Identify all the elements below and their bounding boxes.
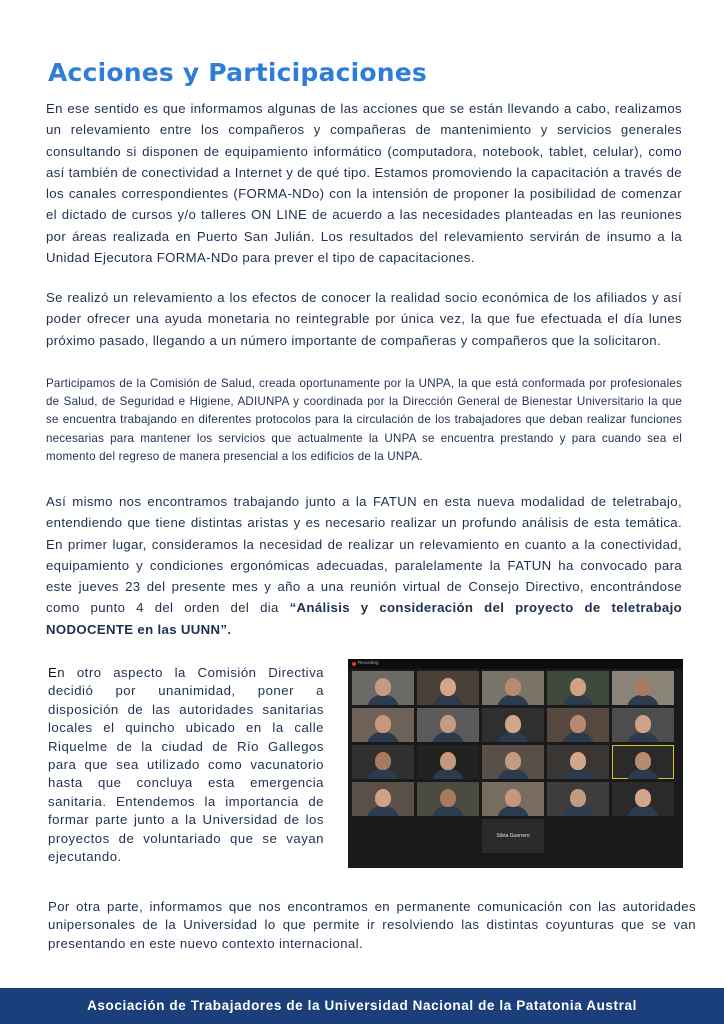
participant-face	[635, 789, 651, 807]
page-title: Acciones y Participaciones	[48, 58, 427, 87]
participant-face	[505, 678, 521, 696]
participant-video-tile	[482, 671, 544, 705]
participant-video-tile	[612, 745, 674, 779]
participant-face	[375, 789, 391, 807]
participant-face	[505, 715, 521, 733]
participant-video-tile	[352, 745, 414, 779]
call-app-label: Recording	[358, 660, 379, 665]
paragraph-quincho-text: n otro aspecto la Comisión Directiva decidió por unanimidad, poner a disposición de las autoridades sanitarias locales el quincho ubicado en la calle Riquelme de la ciudad de Río Gallegos para que sea utilizado como vacunatorio hasta que concluya esta emergencia sanitaria. Entendemos la importancia de formar parte junto a la Universidad de los proyectos de voluntariado que se vayan ejecutando.	[48, 665, 324, 865]
paragraph-fatun-text: Así mismo nos encontramos trabajando junto a la FATUN en esta nueva modalidad de teletrabajo, entendiendo que tiene distintas aristas y es necesario realizar un profundo análisis de esta temática. En primer lugar, consideramos la necesidad de realizar un relevamiento en cuanto a la conectividad, equipamiento y condiciones ergonómicas adecuadas, paralelamente la FATUN ha convocado para este jueves 23 del presente mes y año a una reunión virtual de Consejo Directivo, encontrándose como punto 4 del orden del dia	[46, 494, 682, 616]
participant-video-tile	[352, 782, 414, 816]
participant-face	[505, 752, 521, 770]
call-top-bar	[348, 659, 683, 669]
participant-face	[375, 678, 391, 696]
paragraph-fatun-bold: “Análisis y consideración del proyecto de teletrabajo NODOCENTE en las UUNN”.	[46, 600, 682, 637]
participant-body	[627, 769, 659, 779]
participant-body	[367, 732, 399, 742]
participant-face	[375, 715, 391, 733]
participant-body	[497, 732, 529, 742]
participant-face	[635, 752, 651, 770]
participant-video-tile	[417, 745, 479, 779]
drop-letter: E	[48, 665, 58, 680]
footer-bar	[0, 988, 724, 1024]
video-call-screenshot	[348, 659, 683, 868]
participant-video-tile	[547, 745, 609, 779]
participant-name: Silvia Guerrero	[496, 833, 530, 839]
participant-body	[497, 806, 529, 816]
paragraph-survey: Se realizó un relevamiento a los efectos de conocer la realidad socio económica de los afiliados y así poder ofrecer una ayuda monetaria no reintegrable por única vez, la que fue efectuada el día lunes próximo pasado, llegando a un número importante de compañeras y compañeros que la solicitaron.	[46, 290, 682, 348]
participant-name-tile	[482, 819, 544, 853]
participant-body	[367, 769, 399, 779]
paragraph-quincho	[48, 664, 324, 866]
participant-body	[497, 769, 529, 779]
participant-face	[375, 752, 391, 770]
participant-face	[440, 789, 456, 807]
paragraph-health-commission: Participamos de la Comisión de Salud, creada oportunamente por la UNPA, la que está conformada por profesionales de Salud, de Seguridad e Higiene, ADIUNPA y coordinada por la Dirección General de Bienestar Universitario la que se encuentra trabajando en diferentes protocolos para la circulación de los trabajadores que deban realizar funciones necesarias para mantener los servicios que actualmente la UNPA se encuentra prestando y para cuando sea el momento del regreso de manera presencial a los edificios de la UNPA.	[46, 377, 682, 463]
participant-video-tile	[547, 782, 609, 816]
participant-face	[505, 789, 521, 807]
paragraph-communication: Por otra parte, informamos que nos encontramos en permanente comunicación con las autoridades unipersonales de la Universidad lo que permite ir resolviendo las distintas coyunturas que se van presentando en este nuevo contexto internacional.	[48, 899, 696, 951]
participant-video-tile	[482, 745, 544, 779]
participant-body	[627, 695, 659, 705]
participant-face	[570, 715, 586, 733]
paragraph-actions: En ese sentido es que informamos algunas de las acciones que se están llevando a cabo, realizamos un relevamiento entre los compañeros y compañeras de mantenimiento y servicios generales consultando si disponen de equipamiento informático (computadora, notebook, tablet, celular), como así también de conectividad a Internet y de qué tipo. Estamos promoviendo la capacitación a través de los canales correspondientes (FORMA-NDo) con la intensión de proponer la posibilidad de comenzar el dictado de cursos y/o talleres ON LINE de acuerdo a las necesidades planteadas en las reuniones por áreas realizada en Puerto San Julián. Los resultados del relevamiento servirán de insumo a la Unidad Ejecutora FORMA-NDo para prever el tipo de capacitaciones.	[46, 101, 682, 266]
participant-video-tile	[417, 671, 479, 705]
participant-body	[562, 806, 594, 816]
participant-face	[635, 715, 651, 733]
participant-body	[562, 732, 594, 742]
paragraph-fatun	[46, 491, 682, 640]
participant-video-tile	[352, 671, 414, 705]
participant-video-tile	[612, 671, 674, 705]
participant-video-tile	[612, 708, 674, 742]
participant-video-tile	[352, 708, 414, 742]
participant-body	[562, 769, 594, 779]
participant-video-tile	[482, 782, 544, 816]
participant-face	[440, 715, 456, 733]
participant-body	[432, 695, 464, 705]
participant-body	[367, 695, 399, 705]
participant-video-tile	[612, 782, 674, 816]
participant-face	[570, 752, 586, 770]
participant-body	[497, 695, 529, 705]
participant-face	[570, 789, 586, 807]
participant-face	[440, 678, 456, 696]
participant-video-tile	[417, 782, 479, 816]
participant-body	[367, 806, 399, 816]
footer-text: Asociación de Trabajadores de la Universidad Nacional de la Patatonia Austral	[87, 998, 637, 1013]
participant-body	[562, 695, 594, 705]
participant-video-tile	[417, 708, 479, 742]
participant-video-tile	[482, 708, 544, 742]
participant-body	[432, 732, 464, 742]
participant-body	[627, 732, 659, 742]
participant-body	[627, 806, 659, 816]
participant-face	[635, 678, 651, 696]
participant-body	[432, 769, 464, 779]
participant-video-tile	[547, 708, 609, 742]
participant-video-tile	[547, 671, 609, 705]
participant-face	[570, 678, 586, 696]
participant-body	[432, 806, 464, 816]
participant-face	[440, 752, 456, 770]
recording-icon	[352, 662, 356, 666]
